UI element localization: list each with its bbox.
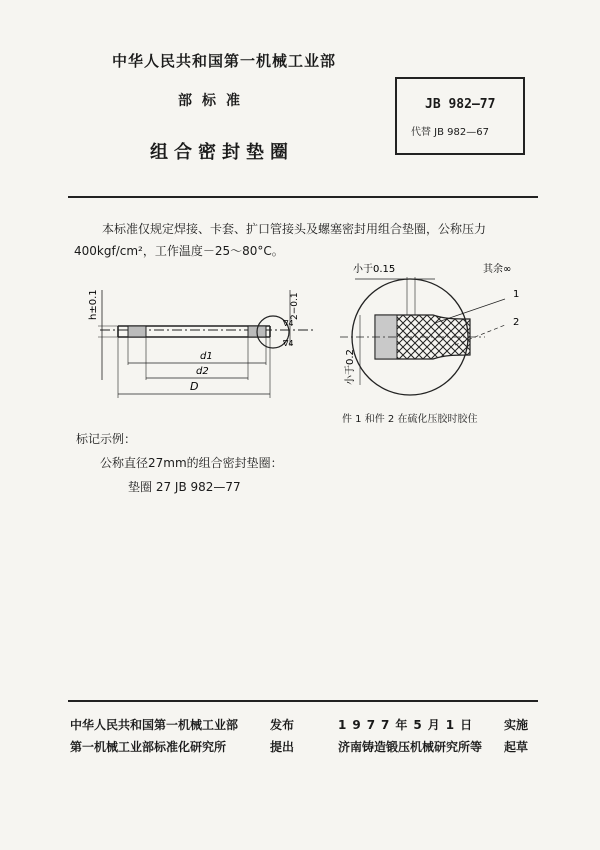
footer-divider	[68, 700, 538, 702]
footer-issuer: 中华人民共和国第一机械工业部	[70, 718, 239, 732]
d2-label: d2	[196, 366, 209, 377]
h-tolerance-label: h±0.1	[88, 289, 99, 320]
scope-text-line1: 本标准仅规定焊接、卡套、扩口管接头及螺塞密封用组合垫圈，公称压力	[102, 222, 487, 236]
replaces-code: 代替 JB 982—67	[411, 127, 489, 138]
example-heading: 标记示例：	[76, 432, 137, 446]
lt015-label: 小于0.15	[353, 264, 396, 275]
lt02-label: 小于0.2	[345, 349, 356, 385]
scope-text-line2: 400kgf/cm²，工作温度－25～80°C。	[74, 244, 284, 258]
part-1-label: 1	[513, 289, 520, 300]
standard-type: 部标准	[178, 93, 250, 109]
standard-code-box	[395, 77, 525, 155]
footer-draft-action: 起草	[504, 740, 529, 754]
seal-detail-drawing	[335, 255, 545, 405]
example-marking: 垫圈 27 JB 982—77	[128, 480, 241, 494]
footer-issue-action: 发布	[270, 718, 295, 732]
washer-section-drawing	[80, 280, 320, 410]
footer-effective: 实施	[504, 718, 529, 732]
finish-top-mark: ∇4	[283, 319, 294, 328]
rest-label: 其余∞	[483, 264, 512, 275]
part-2-label: 2	[513, 317, 520, 328]
detail-caption: 件 1 和件 2 在硫化压胶时胶住	[342, 414, 478, 425]
d1-label: d1	[200, 351, 213, 362]
header-divider	[68, 196, 538, 198]
document-title: 组合密封垫圈	[150, 142, 294, 163]
right-tolerance-label: 2−0.1	[290, 292, 300, 320]
footer-propose-action: 提出	[270, 740, 295, 754]
issuing-ministry: 中华人民共和国第一机械工业部	[112, 52, 337, 70]
standard-code: JB 982—77	[425, 97, 496, 112]
footer-drafter: 济南铸造锻压机械研究所等	[338, 740, 483, 754]
footer-date: 1977年5月1日	[338, 718, 479, 732]
finish-bottom-mark: ∇4	[283, 339, 294, 348]
footer-proposer: 第一机械工业部标准化研究所	[70, 740, 227, 754]
D-label: D	[190, 380, 199, 393]
example-description: 公称直径27mm的组合密封垫圈：	[100, 456, 283, 470]
